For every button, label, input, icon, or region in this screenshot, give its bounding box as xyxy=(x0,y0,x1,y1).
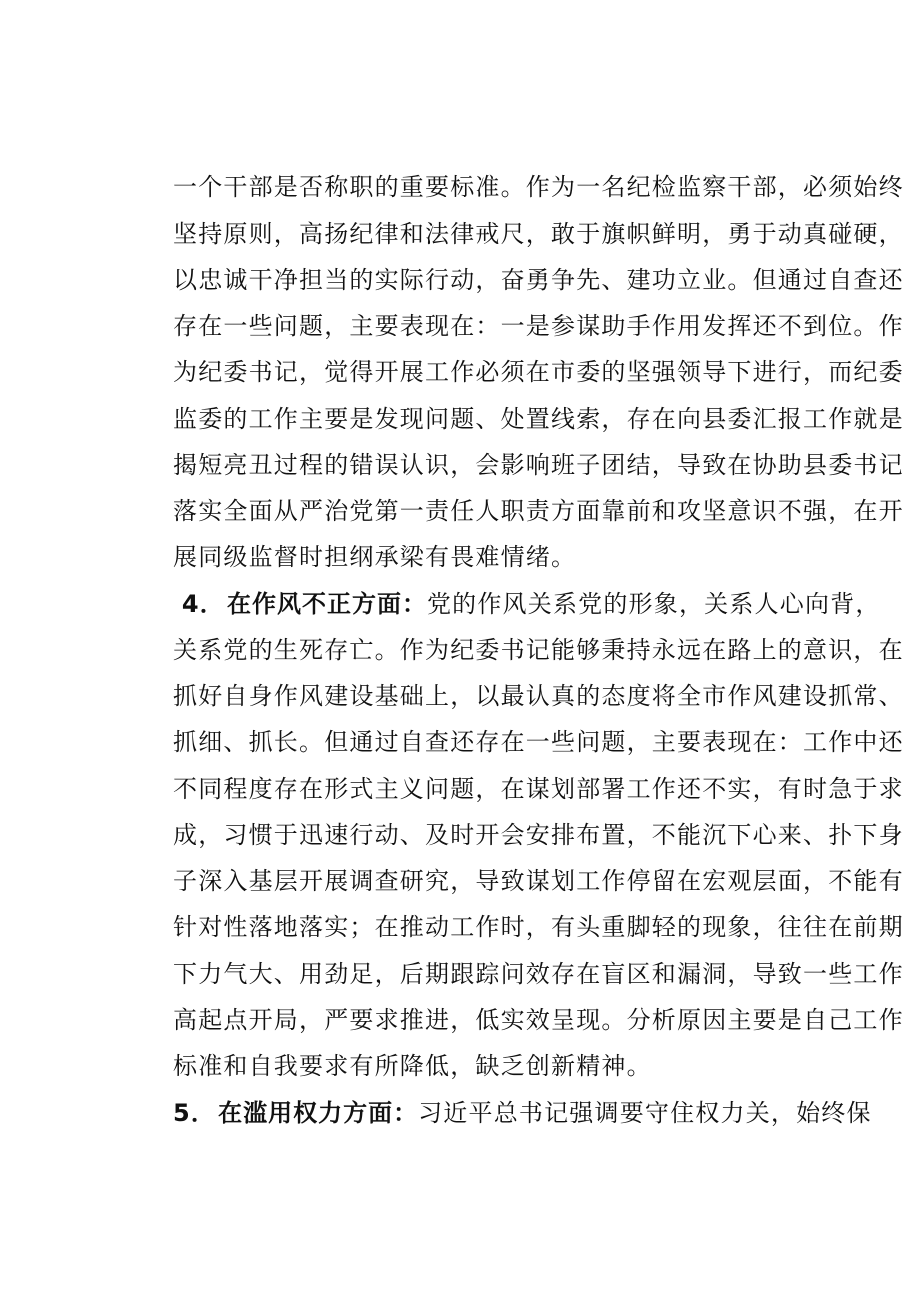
section-5-number: 5． xyxy=(173,1099,217,1127)
paragraph-line: 抓细、抓长。但通过自查还存在一些问题，主要表现在：工作中还 xyxy=(173,728,904,756)
paragraph-line: 成，习惯于迅速行动、及时开会安排布置，不能沉下心来、扑下身 xyxy=(173,821,904,849)
paragraph-line: 以忠诚干净担当的实际行动，奋勇争先、建功立业。但通过自查还 xyxy=(173,266,904,294)
paragraph-line: 抓好自身作风建设基础上，以最认真的态度将全市作风建设抓常、 xyxy=(173,682,904,710)
paragraph-line: 针对性落地落实；在推动工作时，有头重脚轻的现象，往往在前期 xyxy=(173,913,904,941)
section-4-heading: 在作风不正方面： xyxy=(226,590,427,618)
paragraph-line: 不同程度存在形式主义问题，在谋划部署工作还不实，有时急于求 xyxy=(173,775,904,803)
paragraph-line: 坚持原则，高扬纪律和法律戒尺，敢于旗帜鲜明，勇于动真碰硬， xyxy=(173,220,904,248)
paragraph-line: 展同级监督时担纲承梁有畏难情绪。 xyxy=(173,543,577,571)
paragraph-line: 高起点开局，严要求推进，低实效呈现。分析原因主要是自己工作 xyxy=(173,1006,904,1034)
section-4-number: 4． xyxy=(181,590,225,618)
paragraph-line: 子深入基层开展调查研究，导致谋划工作停留在宏观层面，不能有 xyxy=(173,867,904,895)
section-4-first-line-text: 党的作风关系党的形象，关系人心向背， xyxy=(426,590,881,618)
paragraph-line: 为纪委书记，觉得开展工作必须在市委的坚强领导下进行，而纪委 xyxy=(173,358,904,386)
section-4-first-line xyxy=(173,590,881,618)
section-5-first-line xyxy=(173,1099,872,1127)
paragraph-line: 下力气大、用劲足，后期跟踪问效存在盲区和漏洞，导致一些工作 xyxy=(173,960,904,988)
section-5-first-line-text: 习近平总书记强调要守住权力关，始终保 xyxy=(418,1099,872,1127)
paragraph-line: 标准和自我要求有所降低，缺乏创新精神。 xyxy=(173,1052,652,1080)
paragraph-line: 一个干部是否称职的重要标准。作为一名纪检监察干部，必须始终 xyxy=(173,173,904,201)
paragraph-line: 监委的工作主要是发现问题、处置线索，存在向县委汇报工作就是 xyxy=(173,405,904,433)
paragraph-line: 关系党的生死存亡。作为纪委书记能够秉持永远在路上的意识，在 xyxy=(173,636,904,664)
paragraph-line: 揭短亮丑过程的错误认识，会影响班子团结，导致在协助县委书记 xyxy=(173,451,904,479)
section-5-heading: 在滥用权力方面： xyxy=(218,1099,419,1127)
paragraph-line: 存在一些问题，主要表现在：一是参谋助手作用发挥还不到位。作 xyxy=(173,312,904,340)
paragraph-line: 落实全面从严治党第一责任人职责方面靠前和攻坚意识不强，在开 xyxy=(173,497,904,525)
